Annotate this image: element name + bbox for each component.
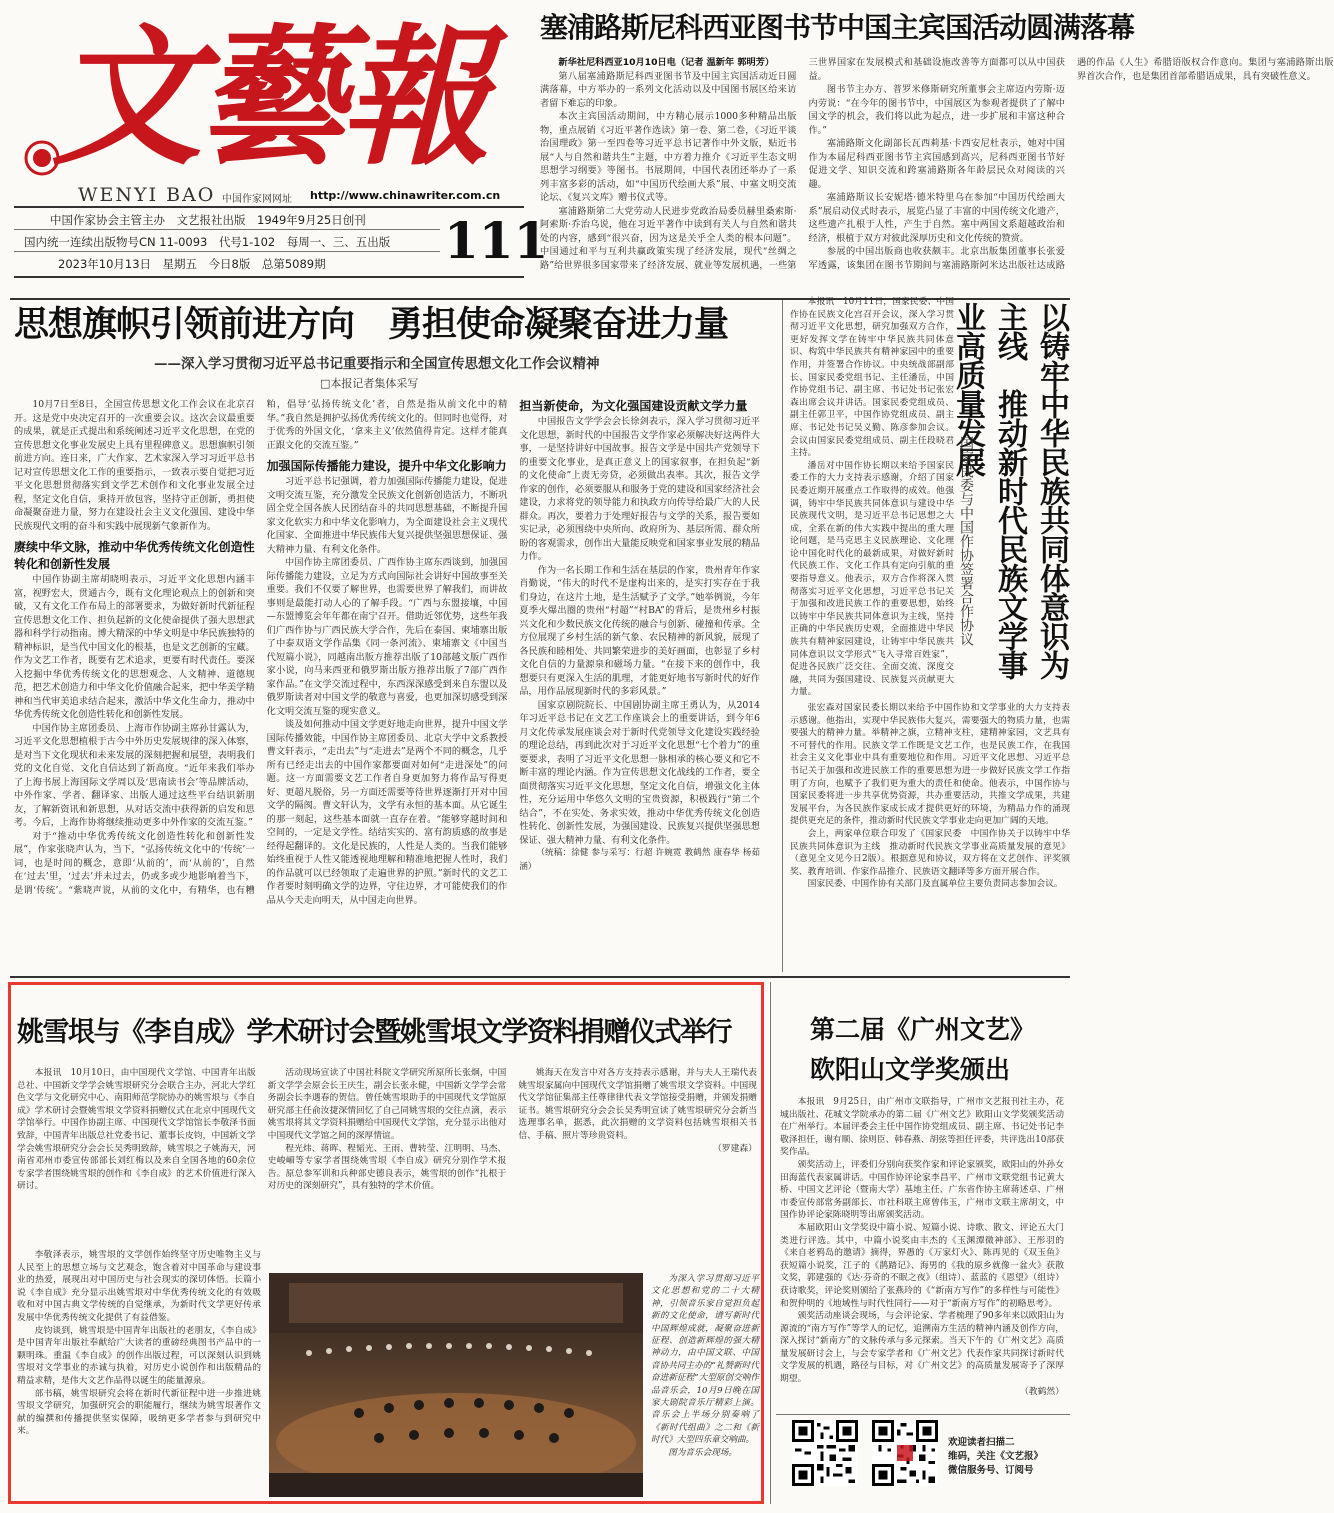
qr-code-1[interactable] — [792, 1420, 858, 1486]
paragraph: 本报讯 9月25日，由广州市文联指导，广州市文艺报刊社主办，花城出版社、花城文学院承办的第二届《广州文艺》欧阳山文学奖颁奖活动在广州举行。本届评委会主任中国作协党组成员、副主席、书记处书记李敬泽担任，谢有顺、徐则臣、韩春燕、胡弦等担任评委，共评选出10部获奖作品。 — [780, 1097, 1064, 1158]
bottom-right-headline-2: 欧阳山文学奖颁出 — [810, 1055, 1011, 1084]
orchestra-stage-icon — [269, 1273, 643, 1497]
credits: （教鹤然） — [1020, 1386, 1064, 1397]
paragraph: 对于“推动中华优秀传统文化创造性转化和创新性发展”，作家张晓声认为，当下，“弘扬传统文化中的‘传统’一词，也是时间的概念，意即‘从前的’，而‘从前的’，自然在‘过去’里，‘过去’并未过去，仍或多或少地影响着当下，是谓‘传统’。“紫晓声说，从前的文化中，有精华，也有糟粕，倡导‘弘扬传统文化’者，自然是指从前文化中的精华。”我自然是拥护弘扬优秀传统文化的。但同时也觉得，对于优秀的外国文化，‘拿来主义’依然值得肯定。这样才能真正跟文化的交流互鉴。” — [14, 399, 508, 896]
main-story — [14, 300, 774, 972]
photo-caption-text: 为深入学习贯彻习近平文化思想和党的二十大精神，引领音乐家自觉担负起新的文化使命，谱写新时代中国辉煌成就，凝聚奋进新征程、创造新辉煌的强大精神动力，由中国文联、中国音协共同主办的“礼赞新时代 奋进新征程”大型原创交响作品音乐会，10月9日晚在国家大剧院音乐厅精彩上演。音乐会上半场分别奏响了《新时代组曲》之二和《新时代》大型四乐章交响曲。 — [651, 1274, 759, 1446]
paragraph: 本报讯 10月11日，国家民委、中国作协在民族文化宫召开会议，深入学习贯彻习近平文化思想，研究加强双方合作，更好发挥文学在铸牢中华民族共同体意识、构筑中华民族共有精神家园中的重要作用，并签署合作协议。中央统战部副部长、国家民委党组书记、主任潘岳，中国作协党组书记、副主席、书记处书记张宏森出席会议并讲话。国家民委党组成员、副主任郭卫平，中国作协党组成员、副主席、书记处书记吴义勤、陈彦参加会议。会议由国家民委党组成员、副主任段晓君主持。 — [790, 297, 954, 459]
bottom-left-body — [17, 1067, 757, 1247]
paragraph: 颁奖活动上，评委们分别向获奖作家和评论家颁奖，欧阳山的外孙女田海蓝代表家属讲话。中国作协评论家李昌平、广州市文联党组书记黄大桥、中国文艺评论（暨南大学）基地主任、广东省作协主席蒋述卓、广州市委宣传部常务副部长、市社科联主席曾伟玉，广州市文联主席胡文，中国作协评论家陈晓明等出席颁奖活动。 — [780, 1159, 1064, 1221]
paragraph: 塞浦路斯文化副部长瓦西莉基·卡西安尼杜表示，她对中国作为本届尼科西亚图书节主宾国感到高兴，尼科西亚图书节好促进文学、知识交流和跨塞浦路斯各年龄层民众对阅读的兴趣。 — [808, 138, 1065, 190]
main-story-byline: □本报记者集体采写 — [320, 377, 419, 390]
paragraph: 张宏森对国家民委长期以来给予中国作协和文学事业的大力支持表示感谢。他指出，实现中华民族伟大复兴，需要强大的物质力量，也需要强大的精神力量。举精神之旗，立精神支柱，建精神家园，文艺具有不可替代的作用。民族文学工作既是文艺工作，也是民族工作，在我国社会主义文化事业中具有重要地位和作用。习近平文化思想、习近平总书记关于加强和改进民族工作的重要思想为进一步做好民族文学工作指明了方向，也赋予了我们更为重大的责任和使命。他表示，中国作协与国家民委将进一步共享优势资源，共办重要活动，共推文学成果，共建发展平台，为各民族作家成长成才提供更好的环境，为精品力作的涌现提供更充足的条件，推动新时代民族文学事业走向更加广阔的天地。 — [790, 703, 1070, 827]
paragraph: 图书节主办方、普罗米修斯研究所董事会主席迈内劳斯·迈内劳说：“在今年的图书节中，中国展区为参观者提供了了解中国文学的机会，我们将以此为起点，进一步扩展和丰富这种合作。” — [808, 84, 1065, 136]
bottom-right-story — [776, 982, 1072, 1412]
main-story-headline: 思想旗帜引领前进方向 勇担使命凝聚奋进力量 — [14, 305, 729, 345]
section-subheading: 担当新使命，为文化强国建设贡献文学力量 — [519, 399, 748, 413]
concert-photo — [269, 1273, 643, 1497]
logo-text: 文藝報 — [52, 10, 485, 186]
qr-code-icon — [872, 1420, 938, 1486]
qr-text-3: 微信服务号、订阅号 — [948, 1465, 1034, 1476]
photo-credit: 图为音乐会现场。 — [668, 1447, 737, 1458]
section-subheading: 赓续中华文脉，推动中华优秀传统文化创造性转化和创新性发展 — [14, 540, 255, 571]
paragraph: 中国作协主席团委员、上海市作协副主席孙甘露认为，习近平文化思想植根于古今中外历史发展规律的深入体察，是对当下文化现状和未来发展的深刻把握和展望，表明我们党的文化自觉、文化自信达到了新高度。“近年来我们举办了上海书展上海国际文学周以及‘思南读书会’等品牌活动，中外作家、学者、翻译家、出版人通过这些平台结识新朋友，了解新资讯和新思想，从对话交流中获得新的启发和思考。今后，上海作协将继续推动更多中外作家的交流互鉴。” — [14, 722, 255, 828]
bottom-left-body-2 — [17, 1249, 261, 1499]
paragraph: 10月7日至8日，全国宣传思想文化工作会议在北京召开。这是党中央决定召开的一次重要会议。这次会议最重要的成果，就是正式提出和系统阐述习近平文化思想，在党的宣传思想文化事业发展史上具有里程碑意义。思想旗帜引领前进方向。连日来，广大作家、艺术家深入学习习近平总书记对宣传思想文化工作的重要指示，一致表示要自觉把习近平文化思想贯彻落实到文学艺术创作和文化事业发展全过程，坚定文化自信，秉持开放包容，坚持守正创新，勇担使命凝聚奋进力量，努力在建设社会主义文化强国、建设中华民族现代文明的奋斗和实践中展现新气象新作为。 — [14, 399, 255, 532]
paragraph: 习近平总书记强调，着力加强国际传播能力建设，促进文明交流互鉴，充分激发全民族文化创新创造活力，不断巩固全党全国各族人民团结奋斗的共同思想基础，不断提升国家文化软实力和中华文化影响力，为全面建设社会主义现代化国家、全面推进中华民族伟大复兴提供坚强思想保证、强大精神力量、有利文化条件。 — [266, 476, 508, 555]
main-story-body — [14, 398, 760, 968]
paragraph: 中国作协副主席胡晓明表示，习近平文化思想内涵丰富，视野宏大，贯通古今，既有文化理论观点上的创新和突破，又有文化工作布局上的部署要求，为做好新时代新征程宣传思想文化工作、担负起新的文化使命提供了强大思想武器和科学行动指南。博大精深的中华文明是中华民族独特的精神标识，是当代中国文化的根基，也是文艺创新的宝藏。作为文艺工作者，既要有艺术追求，更要有时代责任。要深入挖掘中华优秀传统文化的思想观念、人文精神、道德规范，把艺术创造力和中华文化价值融合起来，把中华美学精神和当代审美追求结合起来，激活中华文化生命力，推动中华优秀传统文化创造性转化和创新性发展。 — [14, 574, 255, 720]
paragraph: 中国报告文学学会会长徐剑表示，深入学习贯彻习近平文化思想，新时代的中国报告文学作家必须解决好这两件大事，一是坚持讲好中国故事。报告文学是中国共产党领导下的重要文化事业，是真正意义上的国家叙事，在担负起“新的文化使命”上责无旁贷，必须做出表率。其次，报告文学作家的创作，必须要服从和服务于党的建设和国家经济社会建设，力求将党的领导能力和执政方向传导给最广大的人民群众。再次，要着力于处理好报告与文学的关系，报告要如实记录，必须围绕中央所向、政府所为、基层所需、群众所盼的客观需求，创作出大量能反映党和国家事业发展的精品力作。 — [519, 416, 760, 562]
paragraph: 程光炜、蒋晖、程韬光、王雨、曹转莹、江明明、马杰、史峻嵋等专家学者围绕姚雪垠《李自成》研究分别作学术报告。原总参军训和兵种部史德良表示，姚雪垠的创作“扎根于对历史的深刻研究”，具有独特的学术价值。 — [267, 1143, 507, 1192]
paragraph: 本次主宾国活动期间，中方精心展示1000多种精品出版物，重点展销《习近平著作选读》第一卷、第二卷，《习近平谈治国理政》第一至四卷等习近平总书记著作中外文版，贴近书展“人与自然和谐共生”主题，中方着力推介《习近平生态文明思想学习纲要》等图书。书展期间，中国代表团还举办了一系列丰富多彩的活动，如“中国历代绘画大系”展、中塞文明交流论坛、《复兴文库》赠书仪式等。 — [540, 111, 797, 203]
right-story — [786, 296, 1072, 976]
paragraph: 中国作协主席团委员、广西作协主席东西谈到，加强国际传播能力建设，立足为方式向国际社会讲好中国故事至关重要。我们不仅要了解世界，也需要世界了解我们，而讲故事则是最能打动人心的了解手段。“广西与东盟接壤，中国—东盟博览会年年都在南宁召开。借助近邻优势，这些年我们广西作协与广西民族大学合作，先后在泰国、柬埔寨出版了中泰双语文学作品集《同一条河流》、柬埔寨文《中国当代短篇小说》，同越南出版方推荐出版了10部越文版广西作家小说，向马来西亚和俄罗斯出版方推荐出版了7部广西作家作品。”在文学交流过程中，东西深深感受到来自东盟以及俄罗斯读者对中国文学的敬意与喜爱，也更加深切感受到深化文明交流互鉴的现实意义。 — [266, 557, 508, 717]
top-story-headline: 塞浦路斯尼科西亚图书节中国主宾国活动圆满落幕 — [540, 11, 1135, 44]
paragraph: 作为一名长期工作和生活在基层的作家，贵州青年作家肖勤说，“伟大的时代不是虚构出来的，是实打实存在于我们身边，在这片土地，是生活赋予了文学。”她举例说，今年夏季火爆出圈的贵州“村超”“村BA”的背后，是贵州乡村振兴文化和少数民族文化传统的融合与创新、碰撞和传承。全方位展现了乡村生活的新气象、农民精神的新风貌，展现了各民族和睦相处、共同繁荣进步的美好画面，也彰显了乡村文化自信的力量源泉和磁场力量。“在接下来的创作中，我想要只有更深入生活的肌理，才能更好地书写新时代的好作品，用作品展现新时代的多彩风景。” — [519, 564, 760, 697]
paragraph: 国家民委、中国作协有关部门及直属单位主要负责同志参加会议。 — [807, 879, 1063, 890]
top-story — [540, 8, 1334, 298]
section-subheading: 加强国际传播能力建设，提升中华文化影响力 — [266, 459, 507, 473]
qr-code-icon — [792, 1420, 858, 1486]
paragraph: 参展的中国出版商也收获颇丰。北京出版集团董事长张爱军透露，该集团在图书节期间与塞浦路斯阿米达出版社达成路遇的作品《人生》希腊语版权合作意向。集团与塞浦路斯出版界首次合作，也是集团首部希腊语成果，具有突破性意义。 — [808, 57, 1334, 271]
newspaper-logo — [12, 10, 532, 186]
bottom-right-headline-1: 第二届《广州文艺》 — [810, 1015, 1036, 1044]
paragraph: 姚海天在发言中对各方支持表示感谢，并与夫人王瑞代表姚雪垠家属向中国现代文学馆捐赠了姚雪垠文学资料。中国现代文学馆征集部主任尊律律代表文学馆接受捐赠，并颁发捐赠证书。姚雪垠研究分会会长吴秀明宣读了姚雪垠研究分会新当选理事名单，据悉，此次捐赠的文学资料包括姚雪垠相关书信、手稿、照片等珍贵资料。 — [518, 1068, 757, 1141]
paragraph: 本届欧阳山文学奖设中篇小说、短篇小说、诗歌、散文、评论五大门类进行评选。其中，中篇小说奖由丰杰的《玉渊潭微神部》、王彤羽的《来自老鸦岛的邀请》摘得，界愚的《万家灯火》、陈再见的《双玉鱼》获短篇小说奖，江子的《鹊踏记》、海男的《我的原乡就像一盆火》获散文奖，郭建强的《达·芬奇的不眠之夜》（组诗）、蓝蓝的《恩望》（组诗）获诗歌奖，评论奖则颁给了张燕玲的《“新南方写作”的多样性与可能性》和贺仲明的《地域性与时代性同行——对于“新南方写作”的初略思考》。 — [780, 1222, 1064, 1309]
paragraph: 国家京剧院院长、中国剧协副主席王勇认为，从2014年习近平总书记在文艺工作座谈会上的重要讲话，到今年6月文化传承发展座谈会对于新时代党领导文化建设实践经验的理论总结，再到此次对于习近平文化思想“七个着力”的重要要求，表明了习近平文化思想一脉相承的核心要义和它不断丰富的理论内涵。作为宣传思想文化战线的工作者，要全面贯彻落实习近平文化思想，坚定文化自信，增强文化主体性，充分运用中华悠久文明的宝贵资源，积极践行“第二个结合”，不在实处、务求实效，推动中华优秀传统文化创造性转化、创新性发展，为强国建设、民族复兴提供坚强思想保证、强大精神力量、有利文化条件。 — [519, 699, 760, 846]
paragraph: 部书稿，姚雪垠研究会将在新时代新征程中进一步推进姚雪垠文学研究，加强研究会的职能履行，继续为姚雪垠著作文献的编撰和传播提供坚实保障，吸纳更多学者参与到研究中来。 — [17, 1388, 261, 1437]
paragraph: 本报讯 10月10日，由中国现代文学馆、中国青年出版总社、中国新文学学会姚雪垠研究分会联合主办，河北大学红色文学与文化研究中心、南阳师范学院协办的姚雪垠与《李自成》学术研讨会暨姚雪垠文学资料捐赠仪式在北京中国现代文学馆举行。中国作协副主席、中国现代文学馆馆长李敬泽书面致辞，中国青年出版总社党委书记、董事长皮钧，中国新文学学会姚雪垠研究分会会长吴秀明致辞，姚雪垠之子姚海天，河南省邓州市委宣传部部长刘红梅以及来自全国各地的60余位专家学者围绕姚雪垠的创作和《李自成》的艺术价值进行深入研讨。 — [17, 1068, 256, 1192]
paragraph: 活动现场宣读了中国社科院文学研究所原所长张炯，中国新文学学会原会长王庆生，副会长张永健，中国新文学学会常务副会长李遇春的贺信。曾任姚雪垠助手的中国现代文学馆原研究部主任俞汝捷深情回忆了自己同姚雪垠的交往点滴，表示姚雪垠将其文学资料捐赠给中国现代文学馆，充分显示出他对中国现代文学馆之间的深厚情谊。 — [267, 1068, 507, 1141]
photo-caption — [651, 1273, 759, 1499]
right-story-body — [790, 296, 954, 700]
qr-text-1: 欢迎读者扫描二 — [948, 1437, 1015, 1448]
paragraph: 会上，两家单位联合印发了《国家民委 中国作协关于以铸牢中华民族共同体意识为主线 推动新时代民族文学事业高质量发展的意见》（意见全文见今日2版）。根据意见和协议，双方将在文艺创作、评奖颁奖、教育培训、作家作品推介、民族语文翻译等多方面开展合作。 — [790, 828, 1070, 877]
paragraph: 第八届塞浦路斯尼科西亚图书节及中国主宾国活动近日圆满落幕，中方举办的一系列文化活动以及中国图书展区给来访者留下难忘的印象。 — [540, 70, 797, 109]
qr-footer — [780, 1418, 1072, 1504]
main-story-subheadline: ——深入学习贯彻习近平总书记重要指示和全国宣传思想文化工作会议精神 — [154, 356, 600, 372]
pinyin-name: WENYI BAO — [78, 184, 216, 206]
right-story-subheadline: 国家民委与中国作协签署合作协议 — [958, 436, 974, 646]
credits: （罗建森） — [712, 1143, 757, 1154]
right-story-headline: 以铸牢中华民族共同体意识为主线 推动新时代民族文学事业高质量发展 — [950, 302, 1069, 679]
issue-number: 111 — [444, 211, 549, 270]
qr-text-2: 维码，关注《文艺报》 — [948, 1451, 1044, 1462]
masthead — [0, 0, 549, 298]
paragraph: 颁奖活动座谈会现场，与会评论家、学者梳理了90多年来以欧阳山为源流的“南方写作”等学人的记忆，追溯南方生活的精神内涵及创作方向，深入探讨“新南方”的文脉传承与多元探索。当天下午的《广州文艺》高质量发展研讨会上，与会专家学者和《广州文艺》代表作家共同探讨新时代文学发展的机遇，路径与目标，对《广州文艺》的高质量发展寄予了深厚期望。 — [780, 1311, 1064, 1385]
bottom-left-headline: 姚雪垠与《李自成》学术研讨会暨姚雪垠文学资料捐赠仪式举行 — [17, 1017, 731, 1048]
qr-code-2[interactable] — [872, 1420, 938, 1486]
site-label: 中国作家网网址 — [222, 194, 292, 205]
masthead-info-2: 国内统一连续出版物号CN 11-0093 代号1-102 每周一、三、五出版 — [24, 235, 391, 249]
masthead-info-1: 中国作家协会主管主办 文艺报社出版 1949年9月25日创刊 — [50, 213, 366, 227]
credits: （统稿：徐健 参与采写：行超 许婉霓 教鹤然 康春华 杨茹涵） — [519, 848, 760, 872]
top-story-body — [540, 56, 1334, 292]
paragraph: 塞浦路斯第二大党劳动人民进步党政治局委员赫里桑索斯·阿索斯·乔治乌说，他在习近平著作中读到有关人与自然和谐共处的内容，感到“很兴奋，因为这是关乎全人类的根本问题”。中国通过和平与互利共赢政策实现了经济发展，现代“丝绸之路”给世界很多国家带来了经济发展、就业等发展机遇，一些第三世界国家在发展模式和基础设施改善等方面都可以从中国获益。 — [540, 57, 1065, 271]
bottom-left-story — [8, 982, 764, 1504]
paragraph: 皮钧谈到，姚雪垠是中国青年出版社的老朋友，《李自成》是中国青年出版社奉献给广大读者的重磅经典图书产品中的一颗明珠。重温《李自成》的创作出版过程，可以深刻认识到姚雪垠对文学事业的赤诚与执着，对历史小说创作和出版精品的精益求精，是伟大文艺作品得以诞生的能量源泉。 — [17, 1325, 261, 1386]
top-story-lead: 新华社尼科西亚10月10日电（记者 温新年 郭明芳） — [558, 57, 775, 68]
paragraph: 李敬泽表示，姚雪垠的文学创作始终坚守历史唯物主义与人民至上的思想立场与文艺观念，饱含着对中国革命与建设事业的热爱，展现出对中国历史与社会现实的深切体悟。长篇小说《李自成》充分显示出姚雪垠对中华优秀传统文化的有效吸收和对中国古典文学传统的自觉继承，为新时代文学更好传承发展中华优秀传统文化提供了有益借鉴。 — [17, 1250, 261, 1323]
masthead-info-3: 2023年10月13日 星期五 今日8版 总第5089期 — [58, 257, 326, 271]
paragraph: 谈及如何推动中国文学更好地走向世界，提升中国文学国际传播效能，中国作协主席团委员、北京大学中文系教授曹文轩表示，“走出去”与“走进去”是两个不同的概念，几乎所有已经走出去的中国作家都要面对如何“走进深处”的问题。这一方面需要文艺工作者自身更加努力将作品写得更好、更超凡脱俗，另一方面还需要等待世界逐渐打开对中国文学的隔阂。曹文轩认为，文学有永恒的基本面。从它诞生的那一刻起，这些基本面就一直存在着。“能够穿越时间和空间的，一定是文学性。结结实实的、富有韵质感的故事是经得起翻译的。文化是民族的，人性是人类的。当我们能够始终重视于人性又能透视地理解和精准地把握人性时，我们的作品就可以已经领取了走遍世界的护照。”新时代的文艺工作者要时刻明确文学的边界，守住边界，才可能使我们的作品从今天走向明天，从中国走向世界。 — [266, 719, 508, 906]
site-url[interactable]: http://www.chinawriter.com.cn — [310, 189, 501, 202]
right-story-body-2 — [790, 702, 1070, 974]
paragraph: 潘岳对中国作协长期以来给予国家民委工作的大力支持表示感谢，介绍了国家民委近期开展重点工作取得的成效。他强调，铸牢中华民族共同体意识与建设中华民族现代文明，是习近平总书记思想之大成，全系在新的伟大实践中提出的重大理论问题，是马克思主义民族理论、文化理论中国化时代化的最新成果，对做好新时代民族工作、文化工作具有定向引航的重要指导意义。他表示，双方合作将深入贯彻落实习近平文化思想，习近平总书记关于加强和改进民族工作的重要思想，始终以铸牢中华民族共同体意识为主线，坚持正确的中华民族历史观，全面推进中华民族共有精神家园建设，让铸牢中华民族共同体意识以文学形式“飞入寻常百姓家”，促进各民族广泛交往、全面交流、深度交融，共同为强国建设、民族复兴贡献更大力量。 — [790, 460, 954, 698]
bottom-right-body — [780, 1096, 1064, 1410]
paragraph: 塞浦路斯议长安妮塔·德米特里乌在参加“中国历代绘画大系”展启动仪式时表示，展览凸显了丰富的中国传统文化遗产，这些遗产扎根于人性，产生于自然。塞中两国文系超越政治和经济，根植于双方对彼此深厚历史和文化传统的赞赏。 — [808, 192, 1065, 244]
